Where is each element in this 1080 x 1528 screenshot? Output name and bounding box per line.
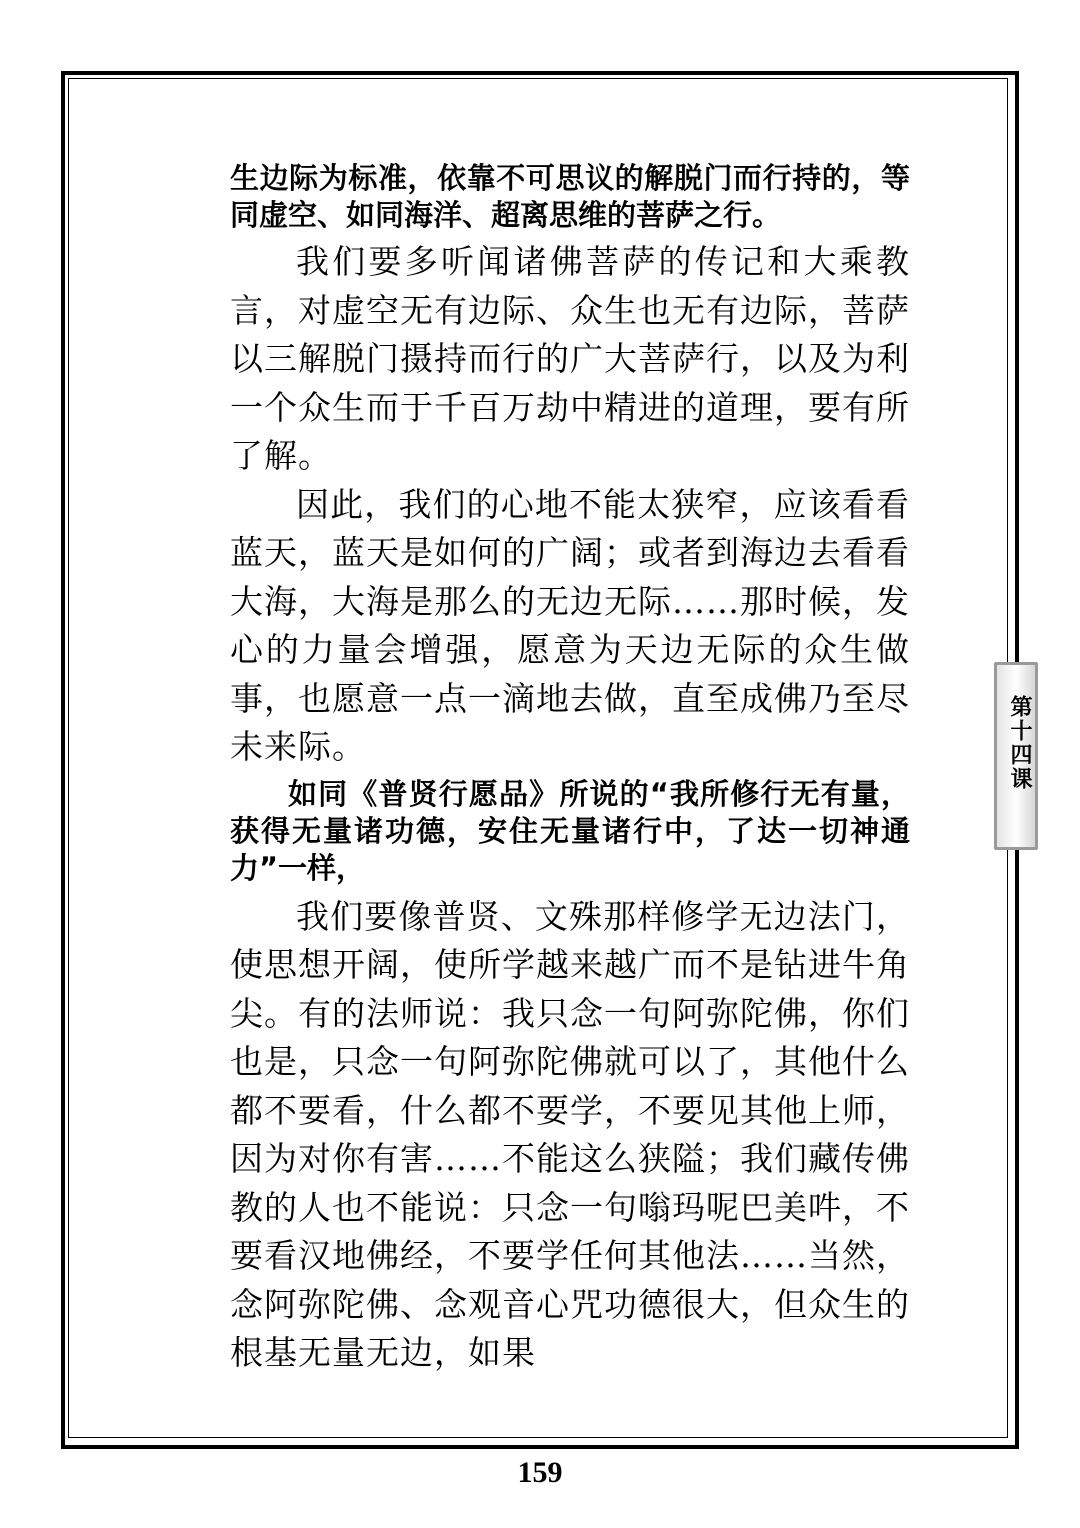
commentary-paragraph: 因此，我们的心地不能太狭窄，应该看看蓝天，蓝天是如何的广阔；或者到海边去看看大海，大海是那么的无边无际……那时候，发心的力量会增强，愿意为天边无际的众生做事，也愿意一点一滴地去做，直至成佛乃至尽未来际。 [230, 484, 910, 766]
root-text-paragraph: 生边际为标准，依靠不可思议的解脱门而行持的，等同虚空、如同海洋、超离思维的菩萨之行。 [230, 161, 910, 232]
chapter-side-tab [994, 662, 1038, 850]
page-number: 159 [517, 1456, 563, 1489]
commentary-paragraph: 我们要多听闻诸佛菩萨的传记和大乘教言，对虚空无有边际、众生也无有边际，菩萨以三解脱门摄持而行的广大菩萨行，以及为利一个众生而于千百万劫中精进的道理，要有所了解。 [230, 242, 910, 475]
page-body [230, 160, 910, 1378]
commentary-paragraph: 我们要像普贤、文殊那样修学无边法门，使思想开阔，使所学越来越广而不是钻进牛角尖。有的法师说：我只念一句阿弥陀佛，你们也是，只念一句阿弥陀佛就可以了，其他什么都不要看，什么都不要学，不要见其他上师，因为对你有害……不能这么狭隘；我们藏传佛教的人也不能说：只念一句嗡玛呢巴美吽，不要看汉地佛经，不要学任何其他法……当然，念阿弥陀佛、念观音心咒功德很大，但众生的根基无量无边，如果 [230, 896, 910, 1372]
root-text-paragraph: 如同《普贤行愿品》所说的“我所修行无有量，获得无量诸功德，安住无量诸行中，了达一切神通力”一样， [230, 776, 910, 885]
chapter-tab-label: 第十四课 [1007, 695, 1033, 791]
